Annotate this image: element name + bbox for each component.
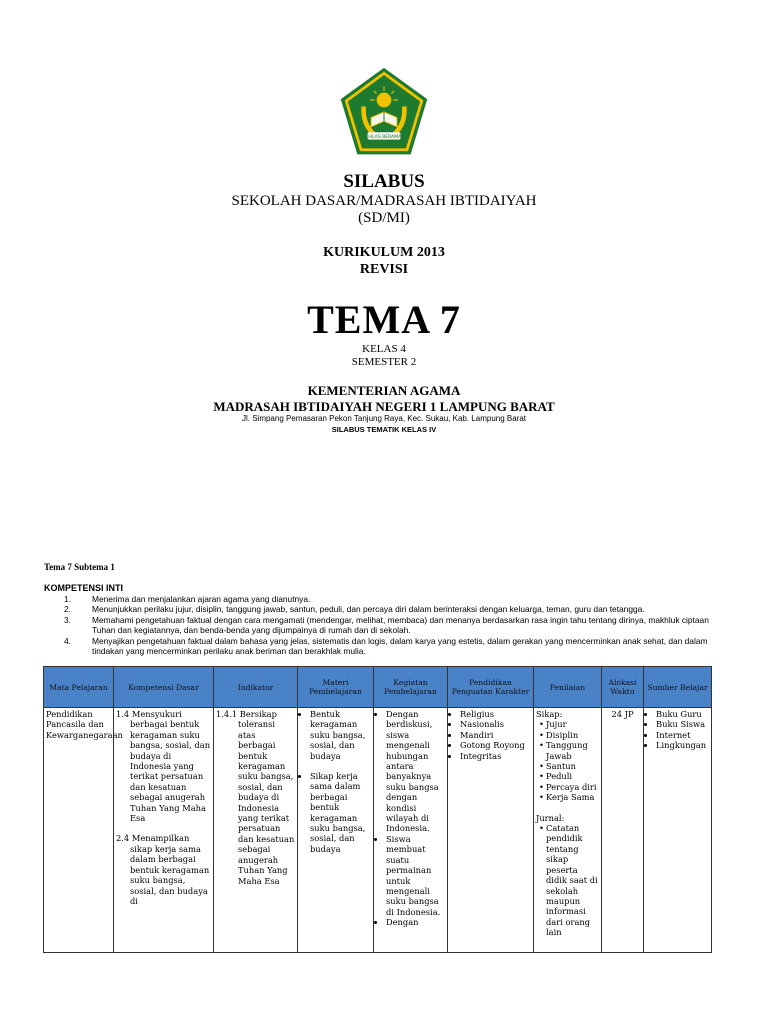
list-item: • Gotong Royong (460, 740, 531, 750)
list-item: • Santun (546, 761, 599, 771)
list-item: • Buku Siswa (656, 719, 709, 729)
list-item: • Jujur (546, 719, 599, 729)
kd-item: 1.4 Mensyukuri berbagai bentuk keragaman suku bangsa, sosial, dan budaya di Indonesia yang terikat persatuan dan kesatuan sebagai anugerah Tuhan Yang Maha Esa (116, 709, 211, 824)
list-item: • Dengan (386, 917, 445, 927)
cell-karakter (448, 708, 534, 953)
col-header-karakter: Pendidikan Penguatan Karakter (448, 667, 534, 708)
list-item: • Percaya diri (546, 782, 599, 792)
list-item: • Nasionalis (460, 719, 531, 729)
list-item: • Catatan pendidik tentang sikap peserta didik saat di sekolah maupun informasi dari orang lain (546, 823, 599, 937)
col-header-alokasi: Alokasi Waktu (602, 667, 644, 708)
col-header-kegiatan: Kegiatan Pembelajaran (374, 667, 448, 708)
cell-kegiatan (374, 708, 448, 953)
list-item: • Integritas (460, 751, 531, 761)
school-type: SEKOLAH DASAR/MADRASAH IBTIDAIYAH (231, 193, 537, 209)
table-header-row (44, 667, 712, 708)
madrasah-name: MADRASAH IBTIDAIYAH NEGERI 1 LAMPUNG BARAT (213, 399, 555, 414)
col-header-mapel: Mata Pelajaran (44, 667, 114, 708)
grade-label: KELAS 4 (362, 343, 406, 355)
ki-item: 3. Memahami pengetahuan faktual dengan cara mengamati (mendengar, melihat, membaca) dan menanya berdasarkan rasa ingin tahu tentang dirinya, makhluk ciptaan Tuhan dan kegiatannya, dan benda-benda yang dijumpainya di rumah dan di sekolah. (64, 614, 709, 636)
subtema-label: Tema 7 Subtema 1 (44, 562, 115, 572)
list-item: • Religius (460, 709, 531, 719)
ki-item: 4. Menyajikan pengetahuan faktual dalam bahasa yang jelas, sistematis dan logis, dalam karya yang estetis, dalam gerakan yang mencerminkan anak sehat, dan dalam tindakan yang mencerminkan perilaku anak beriman dan berakhlak mulia. (64, 635, 708, 657)
sumber-list (646, 709, 709, 751)
cell-alokasi: 24 JP (602, 708, 644, 953)
materi-list (300, 709, 371, 854)
col-header-indikator: Indikator (214, 667, 298, 708)
list-item: • Tanggung Jawab (546, 740, 599, 761)
ki-item: 1. Menerima dan menjalankan ajaran agama yang dianutnya. (64, 594, 311, 604)
jurnal-label: Jurnal: (536, 812, 565, 823)
sikap-list (536, 719, 599, 802)
list-item: • Dengan berdiskusi, siswa mengenali hubungan antara banyaknya suku bangsa dengan kondisi wilayah di Indonesia. (386, 709, 445, 834)
list-item: • Sikap kerja sama dalam berbagai bentuk keragaman suku bangsa, sosial, dan budaya (310, 771, 371, 854)
karakter-list (450, 709, 531, 761)
list-item: • Disiplin (546, 730, 599, 740)
list-item: • Bentuk keragaman suku bangsa, sosial, dan budaya (310, 709, 371, 761)
kegiatan-list (376, 709, 445, 928)
cell-mapel: Pendidikan Pancasila dan Kewarganegaraan (44, 708, 114, 953)
school-abbr: (SD/MI) (358, 210, 410, 226)
semester-label: SEMESTER 2 (351, 356, 417, 368)
logo-motto: IKHLAS BERAMAL (364, 134, 404, 140)
kompetensi-inti-title: KOMPETENSI INTI (44, 583, 124, 593)
list-item: • Peduli (546, 771, 599, 781)
cell-indikator (214, 708, 298, 953)
document-title: SILABUS (343, 171, 425, 192)
table-row (44, 708, 712, 953)
indikator-item: 1.4.1 Bersikap toleransi atas berbagai bentuk keragaman suku bangsa, sosial, dan budaya di Indonesia yang terikat persatuan dan kesatuan sebagai anugerah Tuhan Yang Maha Esa (216, 709, 295, 886)
ministry-label: KEMENTERIAN AGAMA (307, 383, 461, 398)
address: Jl. Simpang Pemasaran Pekon Tanjung Raya, Kec. Sukau, Kab. Lampung Barat (241, 414, 527, 423)
cell-kd (114, 708, 214, 953)
col-header-kd: Kompetensi Dasar (114, 667, 214, 708)
cell-penilaian (534, 708, 602, 953)
curriculum-label: KURIKULUM 2013 (323, 245, 445, 260)
cell-sumber (644, 708, 712, 953)
col-header-sumber: Sumber Belajar (644, 667, 712, 708)
kd-item: 2.4 Menampilkan sikap kerja sama dalam berbagai bentuk keragaman suku bangsa, sosial, dan budaya di (116, 833, 210, 906)
jurnal-list (536, 823, 599, 937)
list-item: • Siswa membuat suatu permainan untuk mengenali suku bangsa di Indonesia. (386, 834, 445, 917)
list-item: • Buku Guru (656, 709, 709, 719)
cell-materi (298, 708, 374, 953)
document-subtitle: SILABUS TEMATIK KELAS IV (331, 425, 437, 434)
list-item: • Kerja Sama (546, 792, 599, 802)
list-item: • Internet (656, 730, 709, 740)
kemenag-logo (338, 66, 430, 158)
col-header-penilaian: Penilaian (534, 667, 602, 708)
list-item: • Mandiri (460, 730, 531, 740)
revision-label: REVISI (359, 262, 409, 277)
list-item: • Lingkungan (656, 740, 709, 750)
ki-item: 2. Menunjukkan perilaku jujur, disiplin, tanggung jawab, santun, peduli, dan percaya diri dalam berinteraksi dengan keluarga, teman, guru dan tetangga. (64, 604, 645, 615)
syllabus-table (43, 666, 712, 953)
col-header-materi: Materi Pembelajaran (298, 667, 374, 708)
sikap-label: Sikap: (536, 709, 563, 719)
kompetensi-inti-list (44, 594, 714, 656)
theme-title: TEMA 7 (307, 297, 461, 342)
